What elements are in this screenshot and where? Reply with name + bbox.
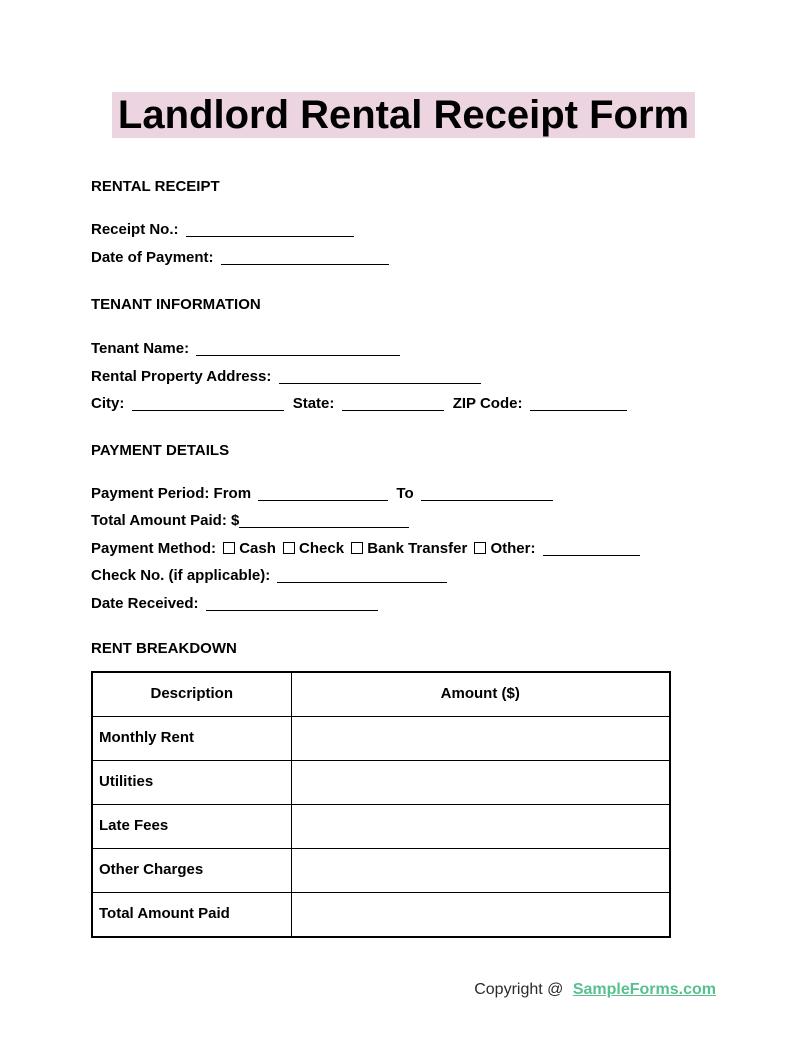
period-from-blank-line [258,486,388,501]
section-heading-rental-receipt: RENTAL RECEIPT [91,178,220,195]
other-method-blank-line [543,541,640,556]
amount-column-header: Amount ($) [291,672,670,717]
check-option-label: Check [299,539,345,557]
date-of-payment-row [91,244,716,272]
bank-transfer-option-label: Bank Transfer [367,539,468,557]
sampleforms-link[interactable]: SampleForms.com [572,981,716,998]
state-label: State: [292,395,335,412]
description-cell: Other Charges [92,849,291,893]
date-received-blank-line [206,596,378,611]
zip-code-label: ZIP Code: [452,395,523,412]
amount-cell [291,761,670,805]
section-heading-payment-details: PAYMENT DETAILS [91,441,230,459]
section-heading-rent-breakdown: RENT BREAKDOWN [91,640,237,657]
date-received-row [91,590,716,618]
receipt-no-row [91,216,716,244]
check-checkbox-icon [283,542,295,554]
table-row [92,761,670,805]
check-no-blank-line [277,568,447,583]
tenant-name-row [91,335,716,363]
check-no-label: Check No. (if applicable): [91,567,271,584]
total-amount-paid-label: Total Amount Paid: [91,512,227,529]
payment-method-row [91,535,716,563]
city-state-zip-row [91,390,716,418]
property-address-row [91,363,716,391]
date-received-label: Date Received: [91,594,199,612]
table-row [92,893,670,938]
check-no-row [91,562,716,590]
tenant-name-blank-line [196,341,400,356]
page-title: Landlord Rental Receipt Form [112,92,695,138]
description-cell: Utilities [92,761,291,805]
tenant-information-fields [91,335,716,418]
city-blank-line [132,396,284,411]
amount-cell [291,893,670,938]
total-amount-blank-line [239,513,409,528]
receipt-no-blank-line [186,222,354,237]
rent-breakdown-table [91,671,671,938]
other-option-label: Other: [490,539,536,557]
cash-checkbox-icon [223,542,235,554]
payment-details-fields [91,480,716,618]
table-row [92,805,670,849]
tenant-name-label: Tenant Name: [91,340,190,357]
zip-code-blank-line [530,396,627,411]
dollar-sign: $ [231,512,240,529]
section-heading-tenant-information: TENANT INFORMATION [91,296,261,313]
footer [0,978,807,1002]
payment-period-label: Payment Period: [91,484,210,502]
to-label: To [396,484,414,502]
table-row [92,849,670,893]
from-label: From [213,484,252,502]
state-blank-line [342,396,444,411]
copyright-text: Copyright @ [474,981,564,998]
property-address-label: Rental Property Address: [91,367,272,385]
amount-cell [291,805,670,849]
description-column-header: Description [92,672,291,717]
bank-transfer-checkbox-icon [351,542,363,554]
city-label: City: [91,395,125,412]
period-to-blank-line [421,486,553,501]
date-of-payment-label: Date of Payment: [91,248,214,266]
rental-receipt-fields [91,216,716,271]
form-body [0,177,807,938]
description-cell: Late Fees [92,805,291,849]
table-header-row [92,672,670,717]
cash-option-label: Cash [239,539,276,557]
other-checkbox-icon [474,542,486,554]
date-of-payment-blank-line [221,250,389,265]
property-address-blank-line [279,369,481,384]
payment-method-label: Payment Method: [91,539,217,557]
amount-cell [291,717,670,761]
receipt-no-label: Receipt No.: [91,221,179,238]
total-amount-paid-row [91,507,716,535]
description-cell: Monthly Rent [92,717,291,761]
table-row [92,717,670,761]
description-cell: Total Amount Paid [92,893,291,938]
payment-period-row [91,480,716,508]
amount-cell [291,849,670,893]
title-banner [0,0,807,138]
